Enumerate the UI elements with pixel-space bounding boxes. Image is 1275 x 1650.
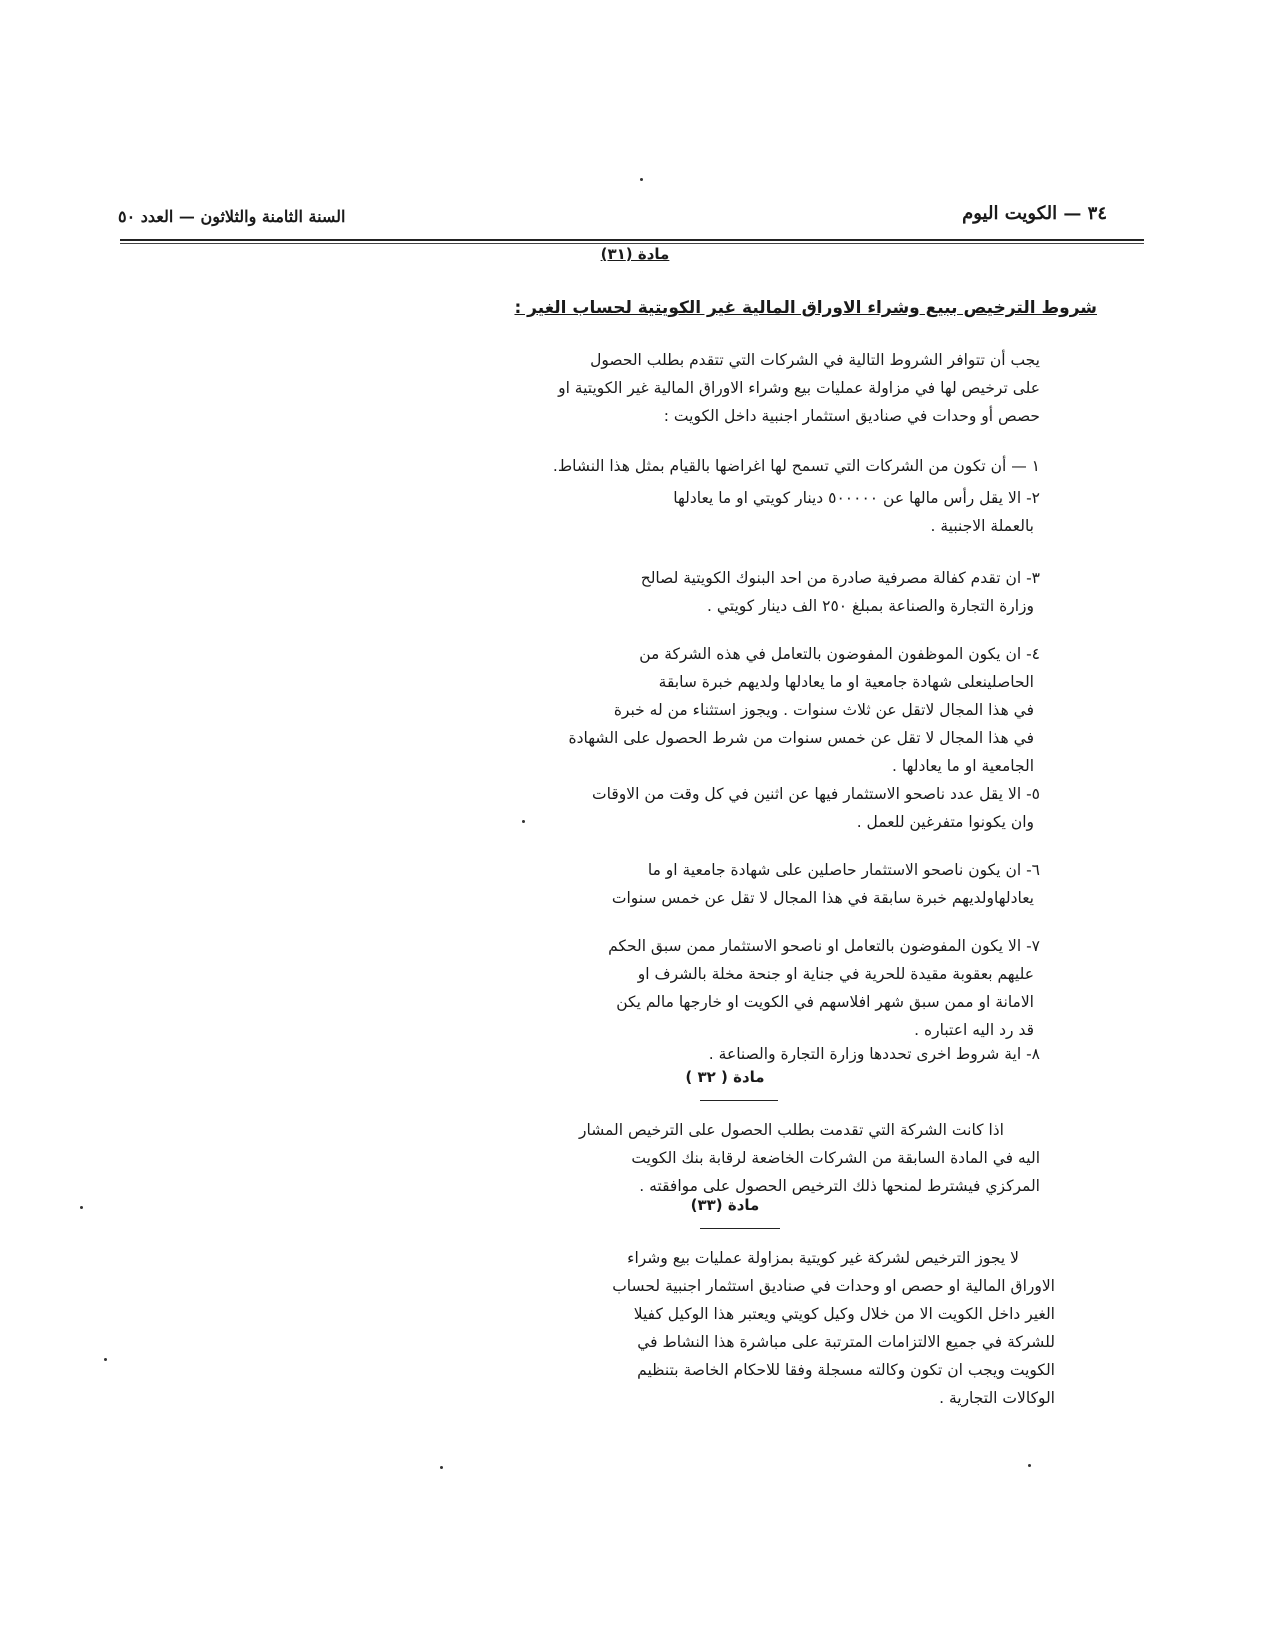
condition-item-line: ٦- ان يكون ناصحو الاستثمار حاصلين على شهادة جامعية او ما — [647, 861, 1040, 879]
condition-item-6 — [380, 856, 1040, 912]
article-33-line: لا يجوز الترخيص لشركة غير كويتية بمزاولة عمليات بيع وشراء — [627, 1249, 1019, 1267]
article-32-line: اذا كانت الشركة التي تقدمت بطلب الحصول على الترخيص المشار — [579, 1121, 1004, 1139]
article-33-line: الاوراق المالية او حصص او وحدات في صناديق استثمار اجنبية لحساب — [612, 1277, 1055, 1295]
condition-item-line: ١ — أن تكون من الشركات التي تسمح لها اغراضها بالقيام بمثل هذا النشاط. — [552, 457, 1040, 475]
condition-item-line: ٨- اية شروط اخرى تحددها وزارة التجارة والصناعة . — [708, 1045, 1040, 1063]
condition-item-2 — [380, 484, 1040, 540]
condition-item-1 — [260, 452, 1040, 480]
issue-info: السنة الثامنة والثلاثون — العدد ٥٠ — [118, 207, 346, 226]
article-33-line: للشركة في جميع الالتزامات المترتبة على مباشرة هذا النشاط في — [637, 1333, 1055, 1351]
article-31-heading: مادة (٣١) — [600, 245, 670, 263]
condition-item-line: في هذا المجال لاتقل عن ثلاث سنوات . ويجوز استثناء من له خبرة — [613, 701, 1034, 719]
article-33-line: الوكالات التجارية . — [939, 1389, 1055, 1407]
condition-item-line: الامانة او ممن سبق شهر افلاسهم في الكويت او خارجها مالم يكن — [616, 993, 1034, 1011]
article-33-line: الكويت ويجب ان تكون وكالته مسجلة وفقا للاحكام الخاصة بتنظيم — [637, 1361, 1055, 1379]
article-31-title: شروط الترخيص ببيع وشراء الاوراق المالية غير الكويتية لحساب الغير : — [514, 298, 1097, 318]
article-31-intro-line-3: حصص أو وحدات في صناديق استثمار اجنبية داخل الكويت : — [663, 407, 1040, 425]
scan-speck — [80, 1206, 83, 1209]
condition-item-line: عليهم بعقوبة مقيدة للحرية في جناية او جنحة مخلة بالشرف او — [637, 965, 1034, 983]
article-32-rule — [700, 1100, 778, 1101]
article-31-intro-line-1: يجب أن تتوافر الشروط التالية في الشركات التي تتقدم بطلب الحصول — [590, 351, 1040, 369]
condition-item-7 — [380, 932, 1040, 1044]
article-32-line: اليه في المادة السابقة من الشركات الخاضعة لرقابة بنك الكويت — [631, 1149, 1040, 1167]
condition-item-4 — [380, 640, 1040, 780]
header-rule-secondary — [120, 243, 1144, 244]
article-33-body — [415, 1244, 1055, 1412]
condition-item-8 — [380, 1040, 1040, 1068]
condition-item-5 — [380, 780, 1040, 836]
condition-item-line: قد رد اليه اعتباره . — [914, 1021, 1034, 1039]
condition-item-line: بالعملة الاجنبية . — [930, 517, 1034, 535]
article-32-body — [380, 1116, 1040, 1200]
condition-item-line: في هذا المجال لا تقل عن خمس سنوات من شرط الحصول على الشهادة — [568, 729, 1034, 747]
scan-speck — [640, 178, 643, 181]
condition-item-line: ٧- الا يكون المفوضون بالتعامل او ناصحو الاستثمار ممن سبق الحكم — [608, 937, 1040, 955]
condition-item-line: وان يكونوا متفرغين للعمل . — [856, 813, 1034, 831]
scan-speck — [104, 1358, 107, 1361]
article-33-rule — [700, 1228, 780, 1229]
article-32-heading: مادة ( ٣٢ ) — [685, 1068, 765, 1086]
article-32-line: المركزي فيشترط لمنحها ذلك الترخيص الحصول على موافقته . — [639, 1177, 1040, 1195]
condition-item-line: ٥- الا يقل عدد ناصحو الاستثمار فيها عن اثنين في كل وقت من الاوقات — [592, 785, 1040, 803]
article-31-intro-line-2: على ترخيص لها في مزاولة عمليات بيع وشراء الاوراق المالية غير الكويتية او — [558, 379, 1040, 397]
condition-item-line: الجامعية او ما يعادلها . — [892, 757, 1034, 775]
condition-item-line: وزارة التجارة والصناعة بمبلغ ٢٥٠ الف دينار كويتي . — [707, 597, 1034, 615]
condition-item-line: ٤- ان يكون الموظفون المفوضون بالتعامل في هذه الشركة من — [639, 645, 1040, 663]
condition-item-line: الحاصلينعلى شهادة جامعية او ما يعادلها ولديهم خبرة سابقة — [658, 673, 1034, 691]
condition-item-line: ٣- ان تقدم كفالة مصرفية صادرة من احد البنوك الكويتية لصالح — [640, 569, 1040, 587]
page-number-publication: ٣٤ — الكويت اليوم — [962, 203, 1107, 224]
scan-speck — [440, 1466, 443, 1469]
condition-item-3 — [380, 564, 1040, 620]
article-33-heading: مادة (٣٣) — [690, 1196, 760, 1214]
condition-item-line: يعادلهاولديهم خبرة سابقة في هذا المجال لا تقل عن خمس سنوات — [611, 889, 1034, 907]
article-33-line: الغير داخل الكويت الا من خلال وكيل كويتي ويعتبر هذا الوكيل كفيلا — [633, 1305, 1055, 1323]
condition-item-line: ٢- الا يقل رأس مالها عن ٥٠٠٠٠٠ دينار كويتي او ما يعادلها — [673, 489, 1040, 507]
header-rule — [120, 239, 1144, 241]
scan-speck — [1028, 1464, 1031, 1467]
scan-speck — [522, 820, 525, 823]
